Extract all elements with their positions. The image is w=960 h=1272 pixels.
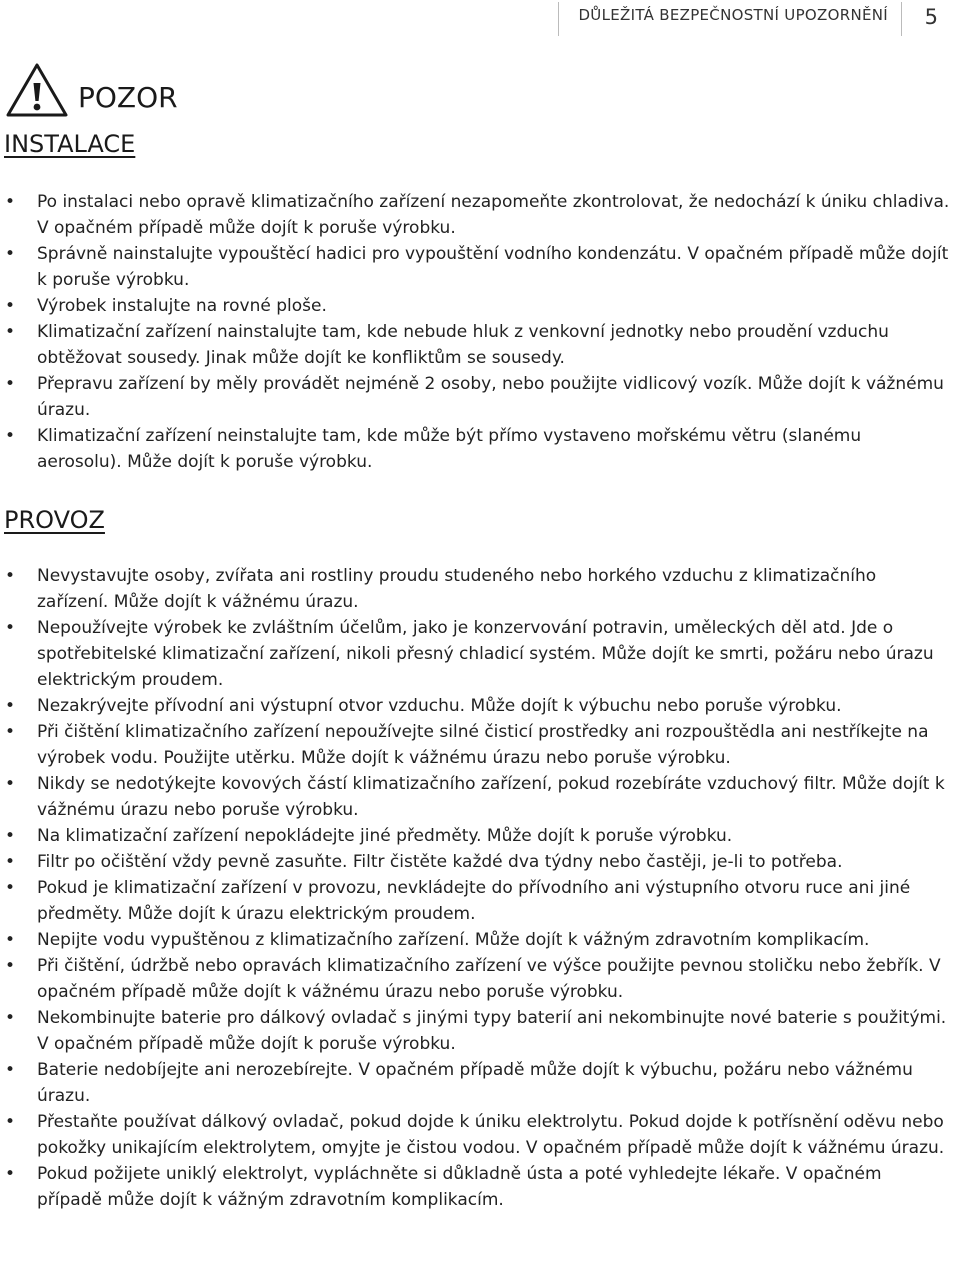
list-item-text: Pokud požijete uniklý elektrolyt, vypláchněte si důkladně ústa a poté vyhledejte lékaře. V opačném případě může dojít k vážným zdravotním komplikacím. bbox=[37, 1164, 882, 1210]
bullet-icon: • bbox=[5, 852, 16, 872]
section-heading-provoz: PROVOZ bbox=[4, 506, 105, 534]
bullet-icon: • bbox=[5, 296, 16, 316]
provoz-list bbox=[0, 563, 950, 1213]
list-item bbox=[0, 293, 950, 319]
running-header bbox=[0, 2, 960, 32]
list-item-text: Nikdy se nedotýkejte kovových částí klimatizačního zařízení, pokud rozebíráte vzduchový filtr. Může dojít k vážnému úrazu nebo poruše výrobku. bbox=[37, 774, 945, 820]
list-item-text: Nepoužívejte výrobek ke zvláštním účelům, jako je konzervování potravin, uměleckých děl atd. Jde o spotřebitelské klimatizační zařízení, nikoli přesný chladicí systém. Může dojít ke smrti, požáru nebo úrazu elektrickým proudem. bbox=[37, 618, 934, 690]
list-item bbox=[0, 241, 950, 293]
section-heading-instalace: INSTALACE bbox=[4, 130, 136, 158]
list-item-text: Filtr po očištění vždy pevně zasuňte. Filtr čistěte každé dva týdny nebo častěji, je-li to potřeba. bbox=[37, 852, 843, 872]
list-item-text: Nepijte vodu vypuštěnou z klimatizačního zařízení. Může dojít k vážným zdravotním komplikacím. bbox=[37, 930, 870, 950]
list-item bbox=[0, 1005, 950, 1057]
list-item-text: Výrobek instalujte na rovné ploše. bbox=[37, 296, 327, 316]
bullet-icon: • bbox=[5, 374, 16, 394]
page-number: 5 bbox=[924, 5, 938, 29]
list-item bbox=[0, 615, 950, 693]
header-divider-left bbox=[558, 2, 559, 36]
list-item-text: Přepravu zařízení by měly provádět nejméně 2 osoby, nebo použijte vidlicový vozík. Může dojít k vážnému úrazu. bbox=[37, 374, 944, 420]
bullet-icon: • bbox=[5, 930, 16, 950]
list-item bbox=[0, 563, 950, 615]
bullet-icon: • bbox=[5, 826, 16, 846]
list-item bbox=[0, 423, 950, 475]
header-divider-right bbox=[901, 2, 902, 36]
bullet-icon: • bbox=[5, 618, 16, 638]
running-header-title: DŮLEŽITÁ BEZPEČNOSTNÍ UPOZORNĚNÍ bbox=[578, 6, 888, 24]
list-item-text: Nevystavujte osoby, zvířata ani rostliny proudu studeného nebo horkého vzduchu z klimatizačního zařízení. Může dojít k vážnému úrazu. bbox=[37, 566, 877, 612]
bullet-icon: • bbox=[5, 322, 16, 342]
instalace-list bbox=[0, 189, 950, 475]
list-item-text: Klimatizační zařízení neinstalujte tam, kde může být přímo vystaveno mořskému větru (slanému aerosolu). Může dojít k poruše výrobku. bbox=[37, 426, 862, 472]
warning-triangle-icon bbox=[4, 61, 70, 119]
list-item-text: Nekombinujte baterie pro dálkový ovladač s jinými typy baterií ani nekombinujte nové baterie s použitými. V opačném případě může dojít k poruše výrobku. bbox=[37, 1008, 947, 1054]
list-item bbox=[0, 189, 950, 241]
bullet-icon: • bbox=[5, 774, 16, 794]
list-item bbox=[0, 319, 950, 371]
list-item bbox=[0, 927, 950, 953]
list-item bbox=[0, 693, 950, 719]
list-item-text: Po instalaci nebo opravě klimatizačního zařízení nezapomeňte zkontrolovat, že nedochází k úniku chladiva. V opačném případě může dojít k poruše výrobku. bbox=[37, 192, 950, 238]
bullet-icon: • bbox=[5, 1008, 16, 1028]
bullet-icon: • bbox=[5, 192, 16, 212]
list-item bbox=[0, 371, 950, 423]
list-item bbox=[0, 1161, 950, 1213]
list-item-text: Baterie nedobíjejte ani nerozebírejte. V opačném případě může dojít k výbuchu, požáru nebo vážnému úrazu. bbox=[37, 1060, 913, 1106]
bullet-icon: • bbox=[5, 696, 16, 716]
warning-heading bbox=[4, 58, 178, 122]
bullet-icon: • bbox=[5, 244, 16, 264]
list-item bbox=[0, 849, 950, 875]
bullet-icon: • bbox=[5, 956, 16, 976]
list-item bbox=[0, 953, 950, 1005]
list-item bbox=[0, 771, 950, 823]
list-item bbox=[0, 1109, 950, 1161]
bullet-icon: • bbox=[5, 1164, 16, 1184]
list-item-text: Při čištění klimatizačního zařízení nepoužívejte silné čisticí prostředky ani rozpouštědla ani nestříkejte na výrobek vodu. Použijte utěrku. Může dojít k vážnému úrazu nebo poruše výrobku. bbox=[37, 722, 929, 768]
bullet-icon: • bbox=[5, 722, 16, 742]
list-item bbox=[0, 1057, 950, 1109]
bullet-icon: • bbox=[5, 566, 16, 586]
warning-label: POZOR bbox=[78, 80, 178, 114]
list-item-text: Přestaňte používat dálkový ovladač, pokud dojde k úniku elektrolytu. Pokud dojde k potřísnění oděvu nebo pokožky unikajícím elektrolytem, omyjte je čistou vodou. V opačném případě může dojít k vážnému úrazu. bbox=[37, 1112, 945, 1158]
list-item-text: Klimatizační zařízení nainstalujte tam, kde nebude hluk z venkovní jednotky nebo proudění vzduchu obtěžovat sousedy. Jinak může dojít ke konfliktům se sousedy. bbox=[37, 322, 889, 368]
bullet-icon: • bbox=[5, 878, 16, 898]
bullet-icon: • bbox=[5, 1060, 16, 1080]
list-item-text: Na klimatizační zařízení nepokládejte jiné předměty. Může dojít k poruše výrobku. bbox=[37, 826, 733, 846]
list-item bbox=[0, 719, 950, 771]
list-item bbox=[0, 875, 950, 927]
list-item-text: Správně nainstalujte vypouštěcí hadici pro vypouštění vodního kondenzátu. V opačném případě může dojít k poruše výrobku. bbox=[37, 244, 949, 290]
bullet-icon: • bbox=[5, 426, 16, 446]
list-item-text: Pokud je klimatizační zařízení v provozu, nevkládejte do přívodního ani výstupního otvoru ruce ani jiné předměty. Může dojít k úrazu elektrickým proudem. bbox=[37, 878, 911, 924]
list-item-text: Nezakrývejte přívodní ani výstupní otvor vzduchu. Může dojít k výbuchu nebo poruše výrobku. bbox=[37, 696, 842, 716]
list-item bbox=[0, 823, 950, 849]
bullet-icon: • bbox=[5, 1112, 16, 1132]
list-item-text: Při čištění, údržbě nebo opravách klimatizačního zařízení ve výšce použijte pevnou stoličku nebo žebřík. V opačném případě může dojít k vážnému úrazu nebo poruše výrobku. bbox=[37, 956, 941, 1002]
